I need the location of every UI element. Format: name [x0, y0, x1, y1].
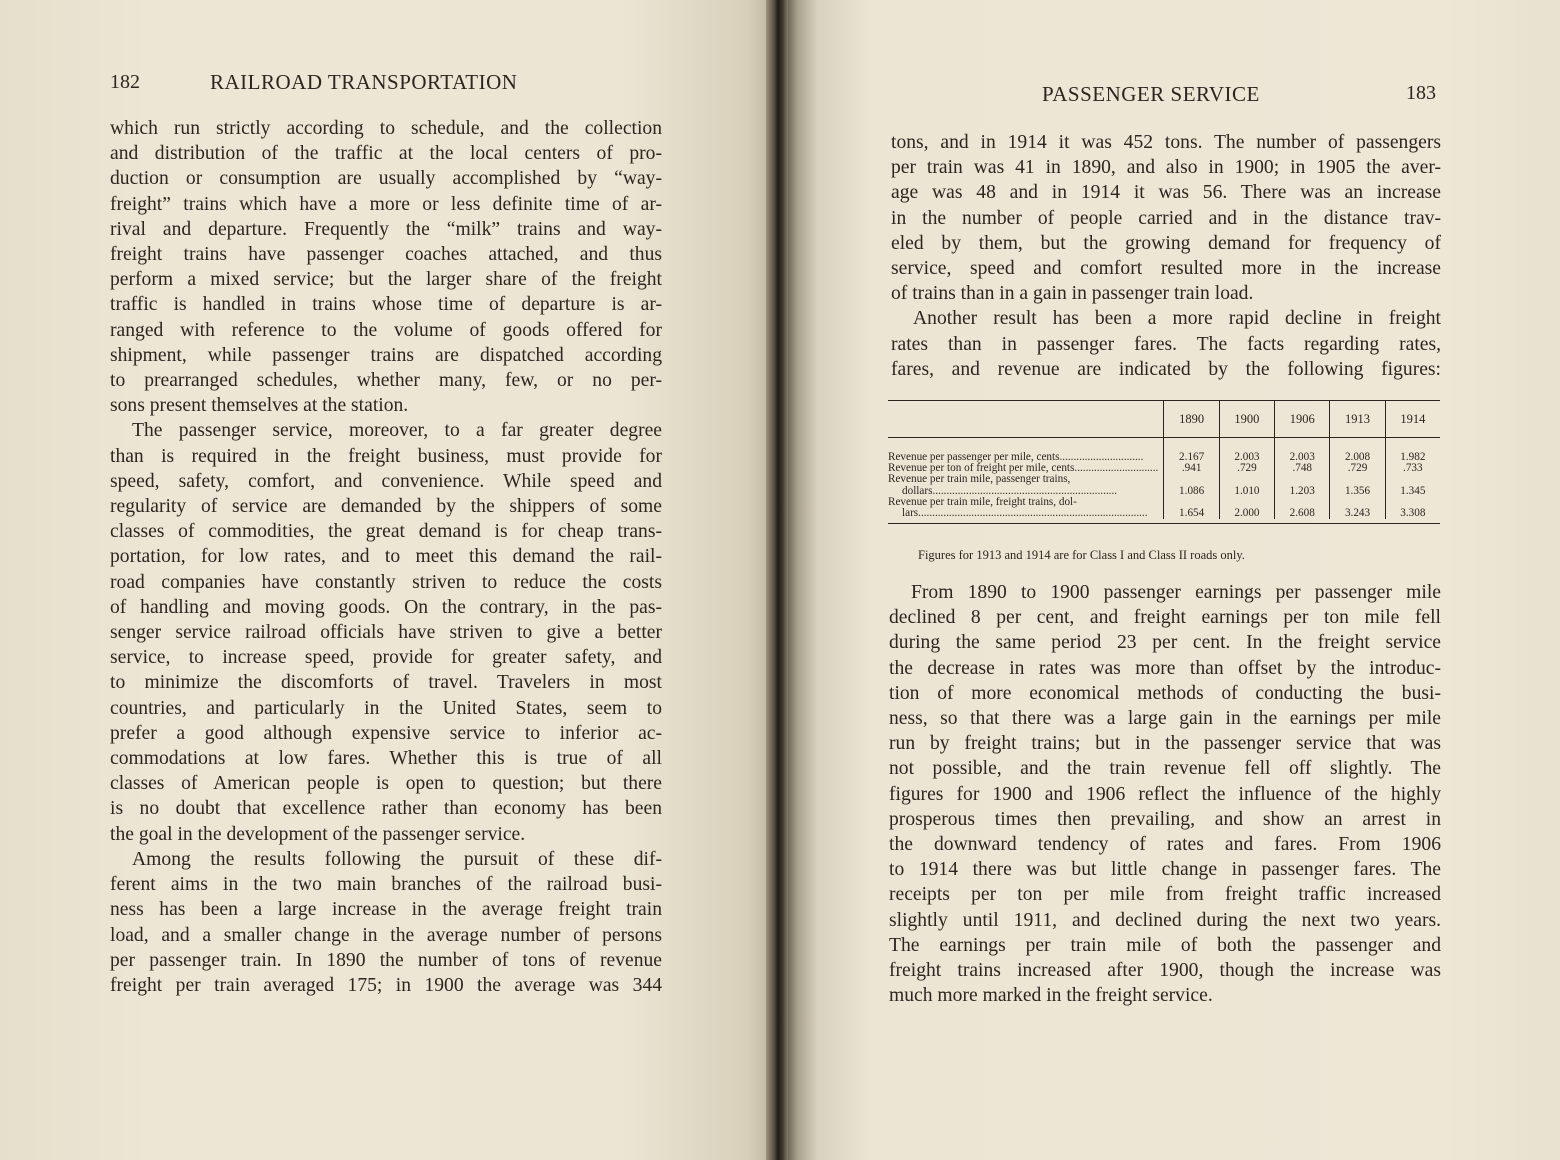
row-label: Revenue per ton of freight per mile, cents .............................. — [888, 463, 1159, 475]
table-body — [888, 438, 1440, 519]
paragraph — [110, 116, 662, 418]
text-line: ferent aims in the two main branches of the railroad busi- — [110, 874, 662, 896]
row-labels — [888, 438, 1163, 519]
text-line: to 1914 there was but little change in passenger fares. The — [889, 859, 1441, 881]
left-page-number: 182 — [110, 71, 140, 93]
text-line: ness has been a large increase in the average freight train — [110, 899, 662, 921]
text-line: From 1890 to 1900 passenger earnings per passenger mile — [911, 582, 1441, 603]
text-line: freight trains increased after 1900, though the increase was — [889, 960, 1441, 982]
table-cell: 2.608 — [1289, 506, 1315, 519]
text-line: in the number of people carried and in the distance trav- — [891, 207, 1441, 229]
text-line: fares, and revenue are indicated by the following figures: — [891, 358, 1441, 380]
table-col-1906 — [1274, 438, 1329, 519]
row-label: Revenue per train mile, freight trains, dol- — [888, 496, 1077, 508]
text-line: portation, for low rates, and to meet this demand the rail- — [110, 546, 662, 568]
left-page-body — [110, 116, 662, 998]
text-line: tons, and in 1914 it was 452 tons. The number of passengers — [891, 132, 1441, 153]
table-cell: 1.010 — [1234, 484, 1260, 497]
text-line: road companies have constantly striven to reduce the costs — [110, 571, 662, 593]
right-page-number: 183 — [1406, 82, 1436, 104]
text-line: ranged with reference to the volume of goods offered for — [110, 319, 662, 341]
table-bottom-rule — [888, 523, 1440, 524]
text-line: shipment, while passenger trains are dispatched according — [110, 344, 662, 366]
text-line: figures for 1900 and 1906 reflect the influence of the highly — [889, 783, 1441, 805]
table-header-blank — [888, 394, 1163, 444]
text-line: rates than in passenger fares. The facts regarding rates, — [891, 333, 1441, 355]
text-line: the goal in the development of the passenger service. — [110, 823, 526, 845]
year-header: 1890 — [1163, 401, 1218, 437]
text-line: commodations at low fares. Whether this is true of all — [110, 748, 662, 770]
year-header: 1913 — [1329, 401, 1384, 437]
text-line: which run strictly according to schedule, and the collection — [110, 118, 662, 139]
table-col-1914 — [1385, 438, 1440, 519]
table-cell: 3.308 — [1400, 506, 1426, 519]
text-line: age was 48 and in 1914 it was 56. There was an increase — [891, 182, 1441, 204]
text-line: to minimize the discomforts of travel. Travelers in most — [110, 672, 662, 694]
text-line: The earnings per train mile of both the passenger and — [889, 934, 1441, 956]
year-header: 1900 — [1219, 401, 1274, 437]
text-line: freight” trains which have a more or less definite time of ar- — [110, 193, 662, 215]
table-cell: 1.982 — [1400, 451, 1426, 463]
text-line: of handling and moving goods. On the contrary, in the pas- — [110, 596, 662, 618]
text-line: countries, and particularly in the United States, seem to — [110, 697, 662, 719]
text-line: perform a mixed service; but the larger share of the freight — [110, 269, 662, 291]
year-header: 1906 — [1274, 401, 1329, 437]
text-line: sons present themselves at the station. — [110, 395, 409, 417]
table-cell: 2.003 — [1289, 451, 1315, 463]
text-line: load, and a smaller change in the average number of persons — [110, 924, 662, 946]
table-cell: .941 — [1181, 462, 1202, 475]
table-cell: 2.167 — [1179, 451, 1205, 463]
right-page-body-bottom — [889, 580, 1441, 1008]
table-cell: 2.000 — [1234, 506, 1260, 519]
text-line: service, speed and comfort resulted more in the increase — [891, 258, 1441, 280]
spacer — [1386, 474, 1440, 485]
text-line: to prearranged schedules, whether many, few, or no per- — [110, 370, 662, 392]
table-cell: .733 — [1403, 462, 1423, 475]
text-line: ness, so that there was a large gain in the earnings per mile — [889, 708, 1441, 730]
text-line: not possible, and the train revenue fell off slightly. The — [889, 758, 1441, 780]
table-cell: 1.356 — [1344, 484, 1371, 497]
text-line: freight per train averaged 175; in 1900 the average was 344 — [110, 974, 662, 996]
table-cell: 2.003 — [1234, 451, 1260, 463]
row-label: dollars .................................................................. — [902, 485, 1118, 497]
row-label: Revenue per train mile, passenger trains, — [888, 474, 1071, 486]
text-line: speed, safety, comfort, and convenience. While speed and — [110, 470, 662, 492]
spacer — [1164, 474, 1218, 485]
text-line: run by freight trains; but in the passenger service that was — [889, 733, 1441, 755]
row-label: lars .................................................................................. — [902, 507, 1148, 519]
text-line: the decrease in rates was more than offset by the introduc- — [889, 657, 1441, 679]
book-gutter — [766, 0, 788, 1160]
table-cell: 1.654 — [1179, 506, 1205, 519]
text-line: eled by them, but the growing demand for frequency of — [891, 232, 1441, 254]
text-line: regularity of service are demanded by the shippers of some — [110, 496, 662, 518]
text-line: prefer a good although expensive service to inferior ac- — [110, 722, 662, 744]
paragraph — [891, 306, 1441, 382]
table-cell: 1.203 — [1289, 484, 1315, 497]
text-line: Among the results following the pursuit of these dif- — [132, 848, 662, 870]
text-line: and distribution of the traffic at the local centers of pro- — [110, 143, 662, 165]
spacer — [1275, 474, 1329, 485]
text-line: service, to increase speed, provide for greater safety, and — [110, 647, 662, 669]
paragraph — [891, 130, 1441, 306]
table-cell: 1.086 — [1179, 484, 1205, 497]
text-line: tion of more economical methods of conducting the busi- — [889, 682, 1441, 704]
text-line: of trains than in a gain in passenger train load. — [891, 283, 1254, 305]
table-cell: .729 — [1237, 462, 1257, 475]
text-line: classes of American people is open to question; but there — [110, 773, 662, 795]
text-line: The passenger service, moreover, to a far greater degree — [132, 420, 662, 442]
text-line: freight trains have passenger coaches attached, and thus — [110, 244, 662, 266]
spacer — [1220, 474, 1274, 485]
table-cell: .748 — [1292, 462, 1313, 475]
text-line: duction or consumption are usually accomplished by “way- — [110, 168, 662, 190]
year-header: 1914 — [1385, 401, 1440, 437]
text-line: much more marked in the freight service. — [889, 985, 1213, 1007]
right-running-head: PASSENGER SERVICE — [1042, 82, 1260, 106]
paragraph — [110, 847, 662, 998]
text-line: the downward tendency of rates and fares. From 1906 — [889, 834, 1441, 856]
text-line: than is required in the freight business, must provide for — [110, 445, 662, 467]
table-footnote: Figures for 1913 and 1914 are for Class I and Class II roads only. — [918, 548, 1245, 562]
text-line: is no doubt that excellence rather than economy has been — [110, 798, 662, 820]
text-line: receipts per ton per mile from freight traffic increased — [889, 884, 1441, 906]
text-line: per train was 41 in 1890, and also in 1900; in 1905 the aver- — [891, 157, 1441, 179]
spacer — [1330, 474, 1384, 485]
text-line: during the same period 23 per cent. In the freight service — [889, 632, 1441, 654]
text-line: classes of commodities, the great demand is for cheap trans- — [110, 521, 662, 543]
table-cell: 3.243 — [1344, 506, 1371, 519]
table-col-1913 — [1329, 438, 1384, 519]
text-line: declined 8 per cent, and freight earnings per ton mile fell — [889, 607, 1441, 629]
row-label: Revenue per passenger per mile, cents .............................. — [888, 452, 1144, 463]
revenue-table — [888, 400, 1440, 524]
table-cell: .729 — [1347, 462, 1368, 475]
text-line: Another result has been a more rapid decline in freight — [913, 308, 1441, 330]
text-line: prosperous times then prevailing, and show an arrest in — [889, 808, 1441, 830]
table-header-row — [888, 401, 1440, 438]
paragraph — [889, 580, 1441, 1008]
left-running-head: RAILROAD TRANSPORTATION — [210, 70, 518, 94]
text-line: senger service railroad officials have striven to give a better — [110, 622, 662, 644]
table-col-1890 — [1163, 438, 1218, 519]
table-cell: 2.008 — [1344, 451, 1371, 463]
right-page-body-top — [891, 130, 1441, 382]
table-cell: 1.345 — [1400, 484, 1426, 497]
text-line: per passenger train. In 1890 the number of tons of revenue — [110, 949, 662, 971]
text-line: rival and departure. Frequently the “milk” trains and way- — [110, 218, 662, 240]
table-col-1900 — [1219, 438, 1274, 519]
paragraph — [110, 418, 662, 846]
text-line: traffic is handled in trains whose time of departure is ar- — [110, 294, 662, 316]
text-line: slightly until 1911, and declined during the next two years. — [889, 909, 1441, 931]
